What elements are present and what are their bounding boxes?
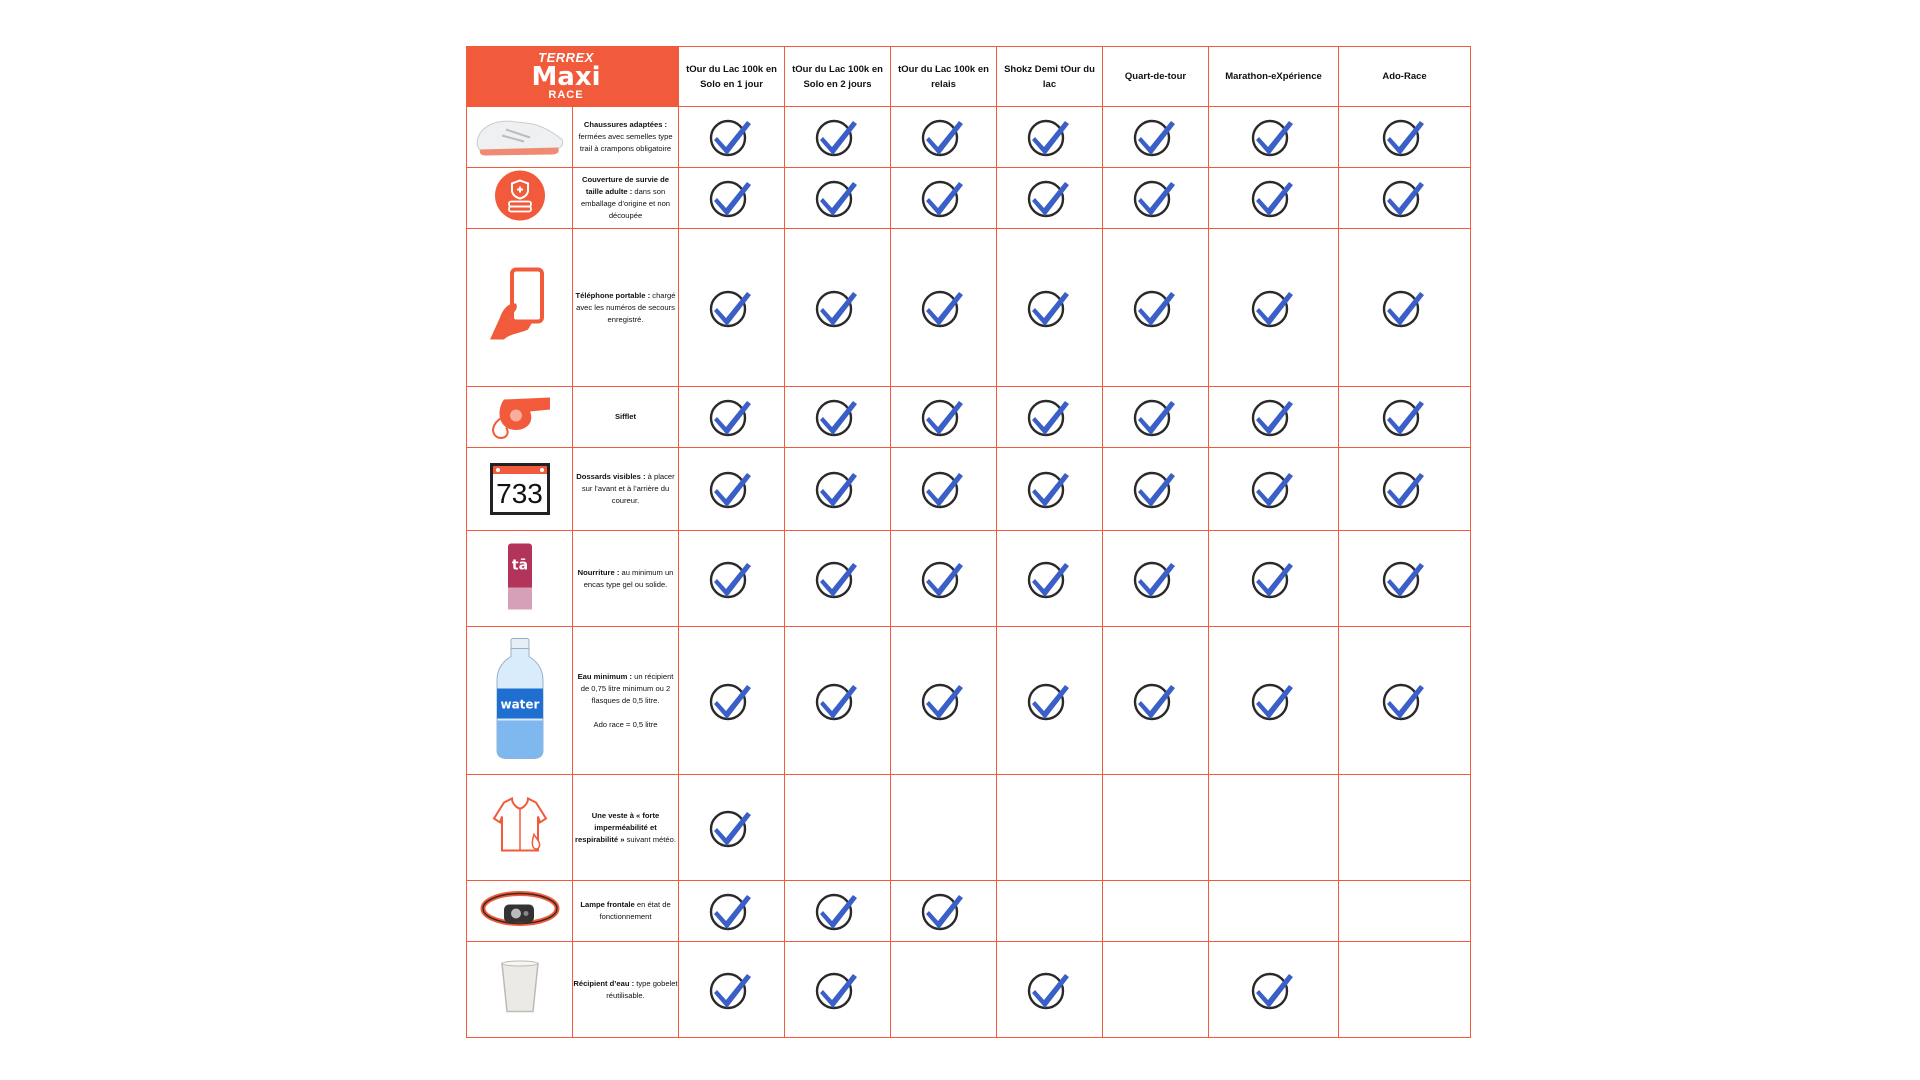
checkmark-icon: [709, 679, 755, 723]
item-description: [573, 881, 679, 942]
item-detail: à placer sur l’avant et à l’arrière du coureur.: [581, 472, 675, 505]
check-cell: [997, 448, 1103, 531]
checkmark-icon: [709, 467, 755, 511]
item-title: Une veste à « forte imperméabilité et respirabilité »: [575, 810, 660, 844]
checkmark-icon: [1382, 115, 1428, 159]
checkmark-icon: [1133, 115, 1179, 159]
check-cell: [1209, 531, 1339, 627]
check-cell: [679, 942, 785, 1038]
survival-blanket-icon: [493, 169, 547, 228]
item-title: Nourriture :: [577, 567, 620, 577]
check-cell: [785, 448, 891, 531]
check-cell: [1103, 229, 1209, 387]
check-cell: [891, 229, 997, 387]
check-cell: [785, 775, 891, 881]
checkmark-icon: [921, 395, 967, 439]
check-cell: [891, 627, 997, 775]
check-cell: [891, 531, 997, 627]
check-cell: [997, 627, 1103, 775]
checkmark-icon: [815, 889, 861, 933]
check-cell: [679, 881, 785, 942]
bib-number-text: 733: [496, 478, 543, 509]
item-note: Ado race = 0,5 litre: [593, 719, 658, 729]
checkmark-icon: [815, 115, 861, 159]
checkmark-icon: [1027, 557, 1073, 601]
check-cell: [679, 775, 785, 881]
checkmark-icon: [1133, 176, 1179, 220]
check-cell: [679, 168, 785, 229]
checkmark-icon: [709, 557, 755, 601]
checkmark-icon: [709, 115, 755, 159]
check-cell: [679, 229, 785, 387]
item-description: [573, 775, 679, 881]
check-cell: [679, 107, 785, 168]
check-cell: [1339, 387, 1471, 448]
check-cell: [891, 881, 997, 942]
item-description: [573, 168, 679, 229]
table-row: [467, 775, 1471, 881]
event-header: Marathon-eXpérience: [1209, 47, 1339, 107]
item-icon-cell: [467, 531, 573, 627]
checkmark-icon: [1251, 557, 1297, 601]
check-cell: [1339, 942, 1471, 1038]
whistle-icon: [484, 388, 556, 447]
event-header: tOur du Lac 100k en Solo en 1 jour: [679, 47, 785, 107]
item-detail: type gobelet réutilisable.: [606, 978, 678, 1000]
checkmark-icon: [1133, 467, 1179, 511]
item-icon-cell: [467, 168, 573, 229]
check-cell: [997, 881, 1103, 942]
checkmark-icon: [1133, 679, 1179, 723]
check-cell: [785, 942, 891, 1038]
table-row: [467, 107, 1471, 168]
water-bottle-icon: [493, 636, 547, 765]
bib-number-icon: [490, 463, 550, 515]
checkmark-icon: [815, 176, 861, 220]
check-cell: [785, 107, 891, 168]
check-cell: [679, 531, 785, 627]
check-cell: [1209, 448, 1339, 531]
item-description: [573, 229, 679, 387]
checkmark-icon: [1027, 115, 1073, 159]
check-cell: [997, 107, 1103, 168]
item-icon-cell: [467, 387, 573, 448]
checkmark-icon: [1251, 286, 1297, 330]
check-cell: [785, 387, 891, 448]
check-cell: [1103, 531, 1209, 627]
checkmark-icon: [1382, 557, 1428, 601]
checkmark-icon: [921, 679, 967, 723]
item-detail: chargé avec les numéros de secours enregistré.: [576, 290, 676, 324]
check-cell: [997, 775, 1103, 881]
check-cell: [997, 229, 1103, 387]
item-detail: suivant météo.: [626, 834, 676, 844]
table-row: [467, 942, 1471, 1038]
check-cell: [785, 229, 891, 387]
check-cell: [891, 448, 997, 531]
checkmark-icon: [921, 115, 967, 159]
check-cell: [1103, 168, 1209, 229]
check-cell: [1103, 387, 1209, 448]
checkmark-icon: [1382, 679, 1428, 723]
item-description: [573, 448, 679, 531]
checkmark-icon: [1382, 467, 1428, 511]
item-title: Lampe frontale: [580, 900, 635, 909]
checkmark-icon: [1382, 286, 1428, 330]
checkmark-icon: [815, 557, 861, 601]
item-description: [573, 942, 679, 1038]
check-cell: [1339, 448, 1471, 531]
checkmark-icon: [815, 679, 861, 723]
check-cell: [1103, 942, 1209, 1038]
item-icon-cell: [467, 775, 573, 881]
item-title: Eau minimum :: [577, 671, 633, 681]
check-cell: [1209, 942, 1339, 1038]
check-cell: [1209, 881, 1339, 942]
checkmark-icon: [921, 889, 967, 933]
checkmark-icon: [1382, 176, 1428, 220]
item-icon-cell: [467, 627, 573, 775]
check-cell: [679, 627, 785, 775]
check-cell: [785, 881, 891, 942]
checkmark-icon: [921, 286, 967, 330]
item-detail: au minimum un encas type gel ou solide.: [583, 567, 674, 589]
checkmark-icon: [815, 286, 861, 330]
check-cell: [891, 775, 997, 881]
item-icon-cell: [467, 448, 573, 531]
table-row: [467, 387, 1471, 448]
checkmark-icon: [1251, 395, 1297, 439]
check-cell: [1209, 775, 1339, 881]
checkmark-icon: [709, 968, 755, 1012]
check-cell: [1339, 627, 1471, 775]
checkmark-icon: [1133, 557, 1179, 601]
checkmark-icon: [1027, 395, 1073, 439]
header-row: [467, 47, 1471, 107]
check-cell: [785, 168, 891, 229]
checkmark-icon: [1251, 176, 1297, 220]
table-row: [467, 531, 1471, 627]
check-cell: [1103, 627, 1209, 775]
table-row: [467, 448, 1471, 531]
check-cell: [785, 531, 891, 627]
checkmark-icon: [709, 176, 755, 220]
item-icon-cell: [467, 942, 573, 1038]
check-cell: [1339, 531, 1471, 627]
check-cell: [1209, 387, 1339, 448]
item-title: Dossards visibles :: [576, 472, 646, 481]
checkmark-icon: [709, 395, 755, 439]
check-cell: [1209, 627, 1339, 775]
checkmark-icon: [815, 395, 861, 439]
item-description: [573, 387, 679, 448]
bottle-label-text: water: [500, 697, 539, 711]
checkmark-icon: [1027, 968, 1073, 1012]
check-cell: [679, 448, 785, 531]
checkmark-icon: [1027, 176, 1073, 220]
item-title: Récipient d’eau :: [573, 978, 635, 988]
event-header: Quart-de-tour: [1103, 47, 1209, 107]
headlamp-icon: [480, 887, 560, 936]
checkmark-icon: [1251, 968, 1297, 1012]
checkmark-icon: [921, 467, 967, 511]
rain-jacket-icon: [488, 794, 552, 861]
check-cell: [679, 387, 785, 448]
checkmark-icon: [1027, 679, 1073, 723]
event-header: tOur du Lac 100k en Solo en 2 jours: [785, 47, 891, 107]
checkmark-icon: [921, 176, 967, 220]
checkmark-icon: [1133, 286, 1179, 330]
check-cell: [1103, 775, 1209, 881]
checkmark-icon: [815, 968, 861, 1012]
checkmark-icon: [1382, 395, 1428, 439]
checkmark-icon: [709, 889, 755, 933]
item-detail: fermées avec semelles type trail à crampons obligatoire: [578, 132, 673, 153]
item-title: Sifflet: [614, 412, 637, 421]
logo-race-text: RACE: [548, 89, 584, 101]
equipment-table: [466, 46, 1471, 1038]
check-cell: [1103, 881, 1209, 942]
check-cell: [997, 531, 1103, 627]
check-cell: [997, 387, 1103, 448]
check-cell: [1209, 229, 1339, 387]
logo-maxi-text: Maxi: [531, 62, 601, 92]
check-cell: [1103, 107, 1209, 168]
checkmark-icon: [1251, 115, 1297, 159]
logo-terrex-text: TERREX: [538, 50, 594, 65]
event-header: tOur du Lac 100k en relais: [891, 47, 997, 107]
item-description: [573, 531, 679, 627]
check-cell: [785, 627, 891, 775]
phone-icon: [488, 267, 552, 348]
checkmark-icon: [1027, 467, 1073, 511]
checkmark-icon: [815, 467, 861, 511]
check-cell: [997, 168, 1103, 229]
check-cell: [997, 942, 1103, 1038]
check-cell: [891, 387, 997, 448]
check-cell: [1103, 448, 1209, 531]
cup-icon: [500, 959, 540, 1020]
checkmark-icon: [1251, 679, 1297, 723]
check-cell: [1209, 107, 1339, 168]
checkmark-icon: [1027, 286, 1073, 330]
checkmark-icon: [921, 557, 967, 601]
item-title: Téléphone portable :: [575, 290, 651, 300]
item-detail: un récipient de 0,75 litre minimum ou 2 flasques de 0,5 litre.: [580, 671, 674, 705]
maxi-race-logo: [467, 47, 679, 107]
checkmark-icon: [709, 806, 755, 850]
trail-shoe-icon: [472, 108, 568, 167]
event-header: Shokz Demi tOur du lac: [997, 47, 1103, 107]
item-title: Chaussures adaptées :: [583, 120, 668, 129]
event-header: Ado-Race: [1339, 47, 1471, 107]
table-row: [467, 229, 1471, 387]
table-row: [467, 881, 1471, 942]
checkmark-icon: [1133, 395, 1179, 439]
check-cell: [891, 942, 997, 1038]
check-cell: [1209, 168, 1339, 229]
item-description: [573, 107, 679, 168]
check-cell: [1339, 107, 1471, 168]
item-description: [573, 627, 679, 775]
check-cell: [1339, 881, 1471, 942]
table-row: [467, 168, 1471, 229]
item-icon-cell: [467, 107, 573, 168]
item-icon-cell: [467, 881, 573, 942]
check-cell: [891, 107, 997, 168]
check-cell: [1339, 775, 1471, 881]
item-icon-cell: [467, 229, 573, 387]
checkmark-icon: [709, 286, 755, 330]
checkmark-icon: [1251, 467, 1297, 511]
table-row: [467, 627, 1471, 775]
item-title: Couverture de survie de taille adulte :: [582, 175, 669, 196]
gel-label-text: tā: [511, 557, 528, 573]
check-cell: [1339, 229, 1471, 387]
energy-gel-icon: [506, 541, 534, 616]
check-cell: [1339, 168, 1471, 229]
item-detail: en état de fonctionnement: [599, 900, 671, 921]
item-detail: dans son emballage d’origine et non découpée: [580, 187, 671, 220]
check-cell: [891, 168, 997, 229]
